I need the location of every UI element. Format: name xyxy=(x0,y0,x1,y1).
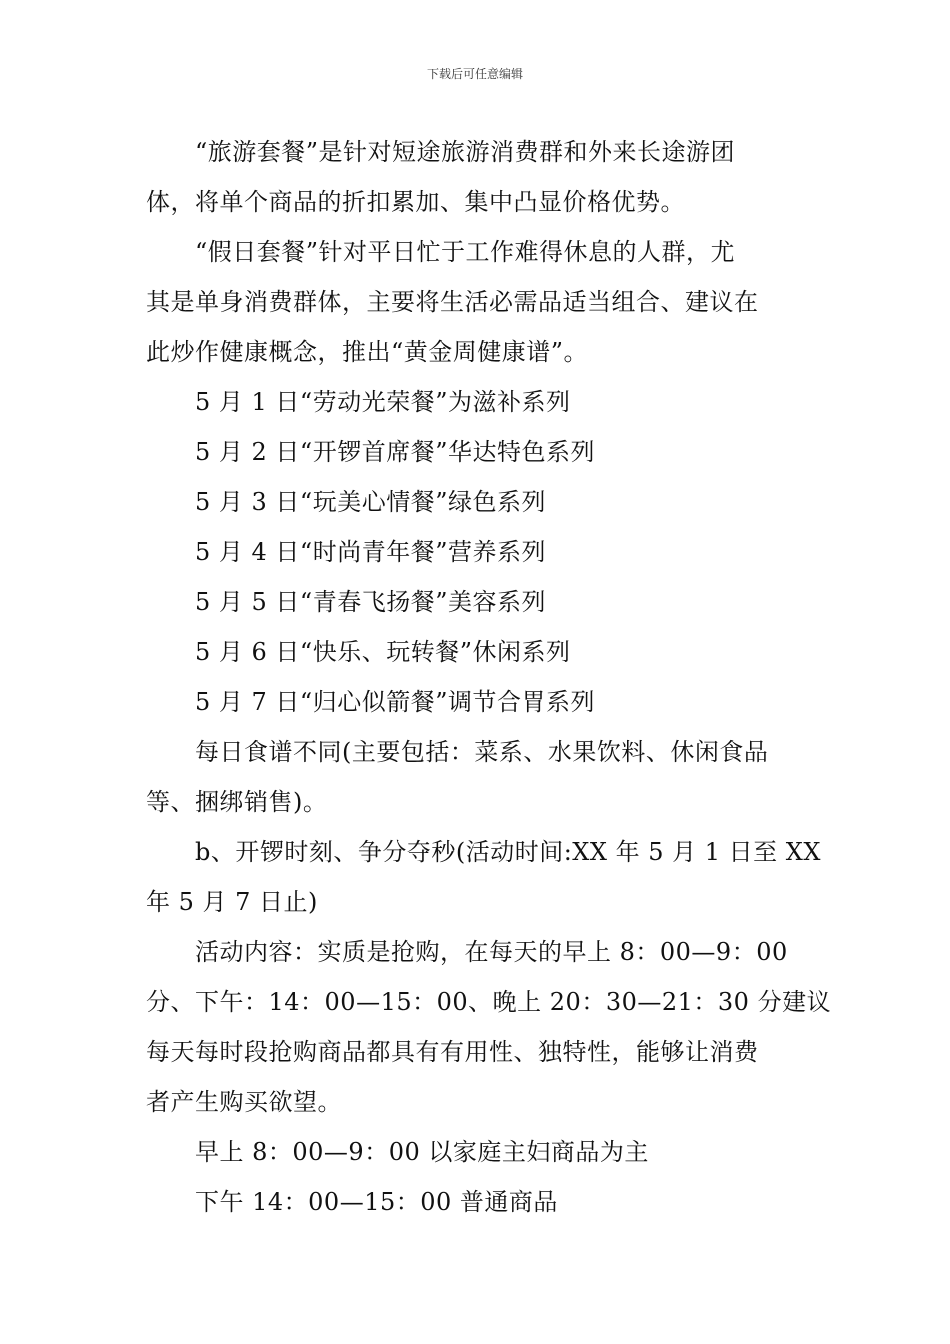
text-line: 其是单身消费群体，主要将生活必需品适当组合、建议在 xyxy=(146,288,759,316)
menu-day-item xyxy=(146,527,814,577)
text-line: 每日食谱不同(主要包括：菜系、水果饮料、休闲食品 xyxy=(195,738,769,766)
text-line: 5 月 3 日“玩美心情餐”绿色系列 xyxy=(195,488,546,516)
menu-day-item xyxy=(146,427,814,477)
menu-day-item xyxy=(146,577,814,627)
paragraph xyxy=(146,127,814,227)
menu-day-item xyxy=(146,377,814,427)
page-header: 下载后可任意编辑 xyxy=(426,67,523,81)
text-line: “假日套餐”针对平日忙于工作难得休息的人群，尤 xyxy=(195,238,736,266)
paragraph xyxy=(146,727,814,827)
text-line: 早上 8：00—9：00 以家庭主妇商品为主 xyxy=(195,1138,649,1166)
text-line: 5 月 6 日“快乐、玩转餐”休闲系列 xyxy=(195,638,571,666)
text-line: 5 月 7 日“归心似箭餐”调节合胃系列 xyxy=(195,688,595,716)
paragraph xyxy=(146,927,832,1127)
text-line: 5 月 4 日“时尚青年餐”营养系列 xyxy=(195,538,546,566)
menu-day-item xyxy=(146,677,814,727)
text-line: b、开锣时刻、争分夺秒(活动时间:XX 年 5 月 1 日至 XX xyxy=(195,838,821,866)
text-line: 5 月 2 日“开锣首席餐”华达特色系列 xyxy=(195,438,595,466)
text-line: 体，将单个商品的折扣累加、集中凸显价格优势。 xyxy=(146,188,685,216)
text-line: 5 月 5 日“青春飞扬餐”美容系列 xyxy=(195,588,546,616)
paragraph xyxy=(146,827,821,927)
menu-day-item xyxy=(146,627,814,677)
text-line: 每天每时段抢购商品都具有有用性、独特性，能够让消费 xyxy=(146,1038,759,1066)
menu-day-item xyxy=(146,477,814,527)
document-body xyxy=(146,127,832,1227)
text-line: “旅游套餐”是针对短途旅游消费群和外来长途游团 xyxy=(195,138,736,166)
text-line: 活动内容：实质是抢购，在每天的早上 8：00—9：00 xyxy=(195,938,788,966)
text-line: 此炒作健康概念，推出“黄金周健康谱”。 xyxy=(146,338,589,366)
schedule-item xyxy=(146,1177,814,1227)
text-line: 下午 14：00—15：00 普通商品 xyxy=(195,1188,558,1216)
text-line: 分、下午：14：00—15：00、晚上 20：30—21：30 分建议 xyxy=(146,988,832,1016)
text-line: 等、捆绑销售)。 xyxy=(146,788,328,816)
text-line: 年 5 月 7 日止) xyxy=(146,888,318,916)
text-line: 5 月 1 日“劳动光荣餐”为滋补系列 xyxy=(195,388,571,416)
paragraph xyxy=(146,227,814,377)
text-line: 者产生购买欲望。 xyxy=(146,1088,342,1116)
schedule-item xyxy=(146,1127,814,1177)
